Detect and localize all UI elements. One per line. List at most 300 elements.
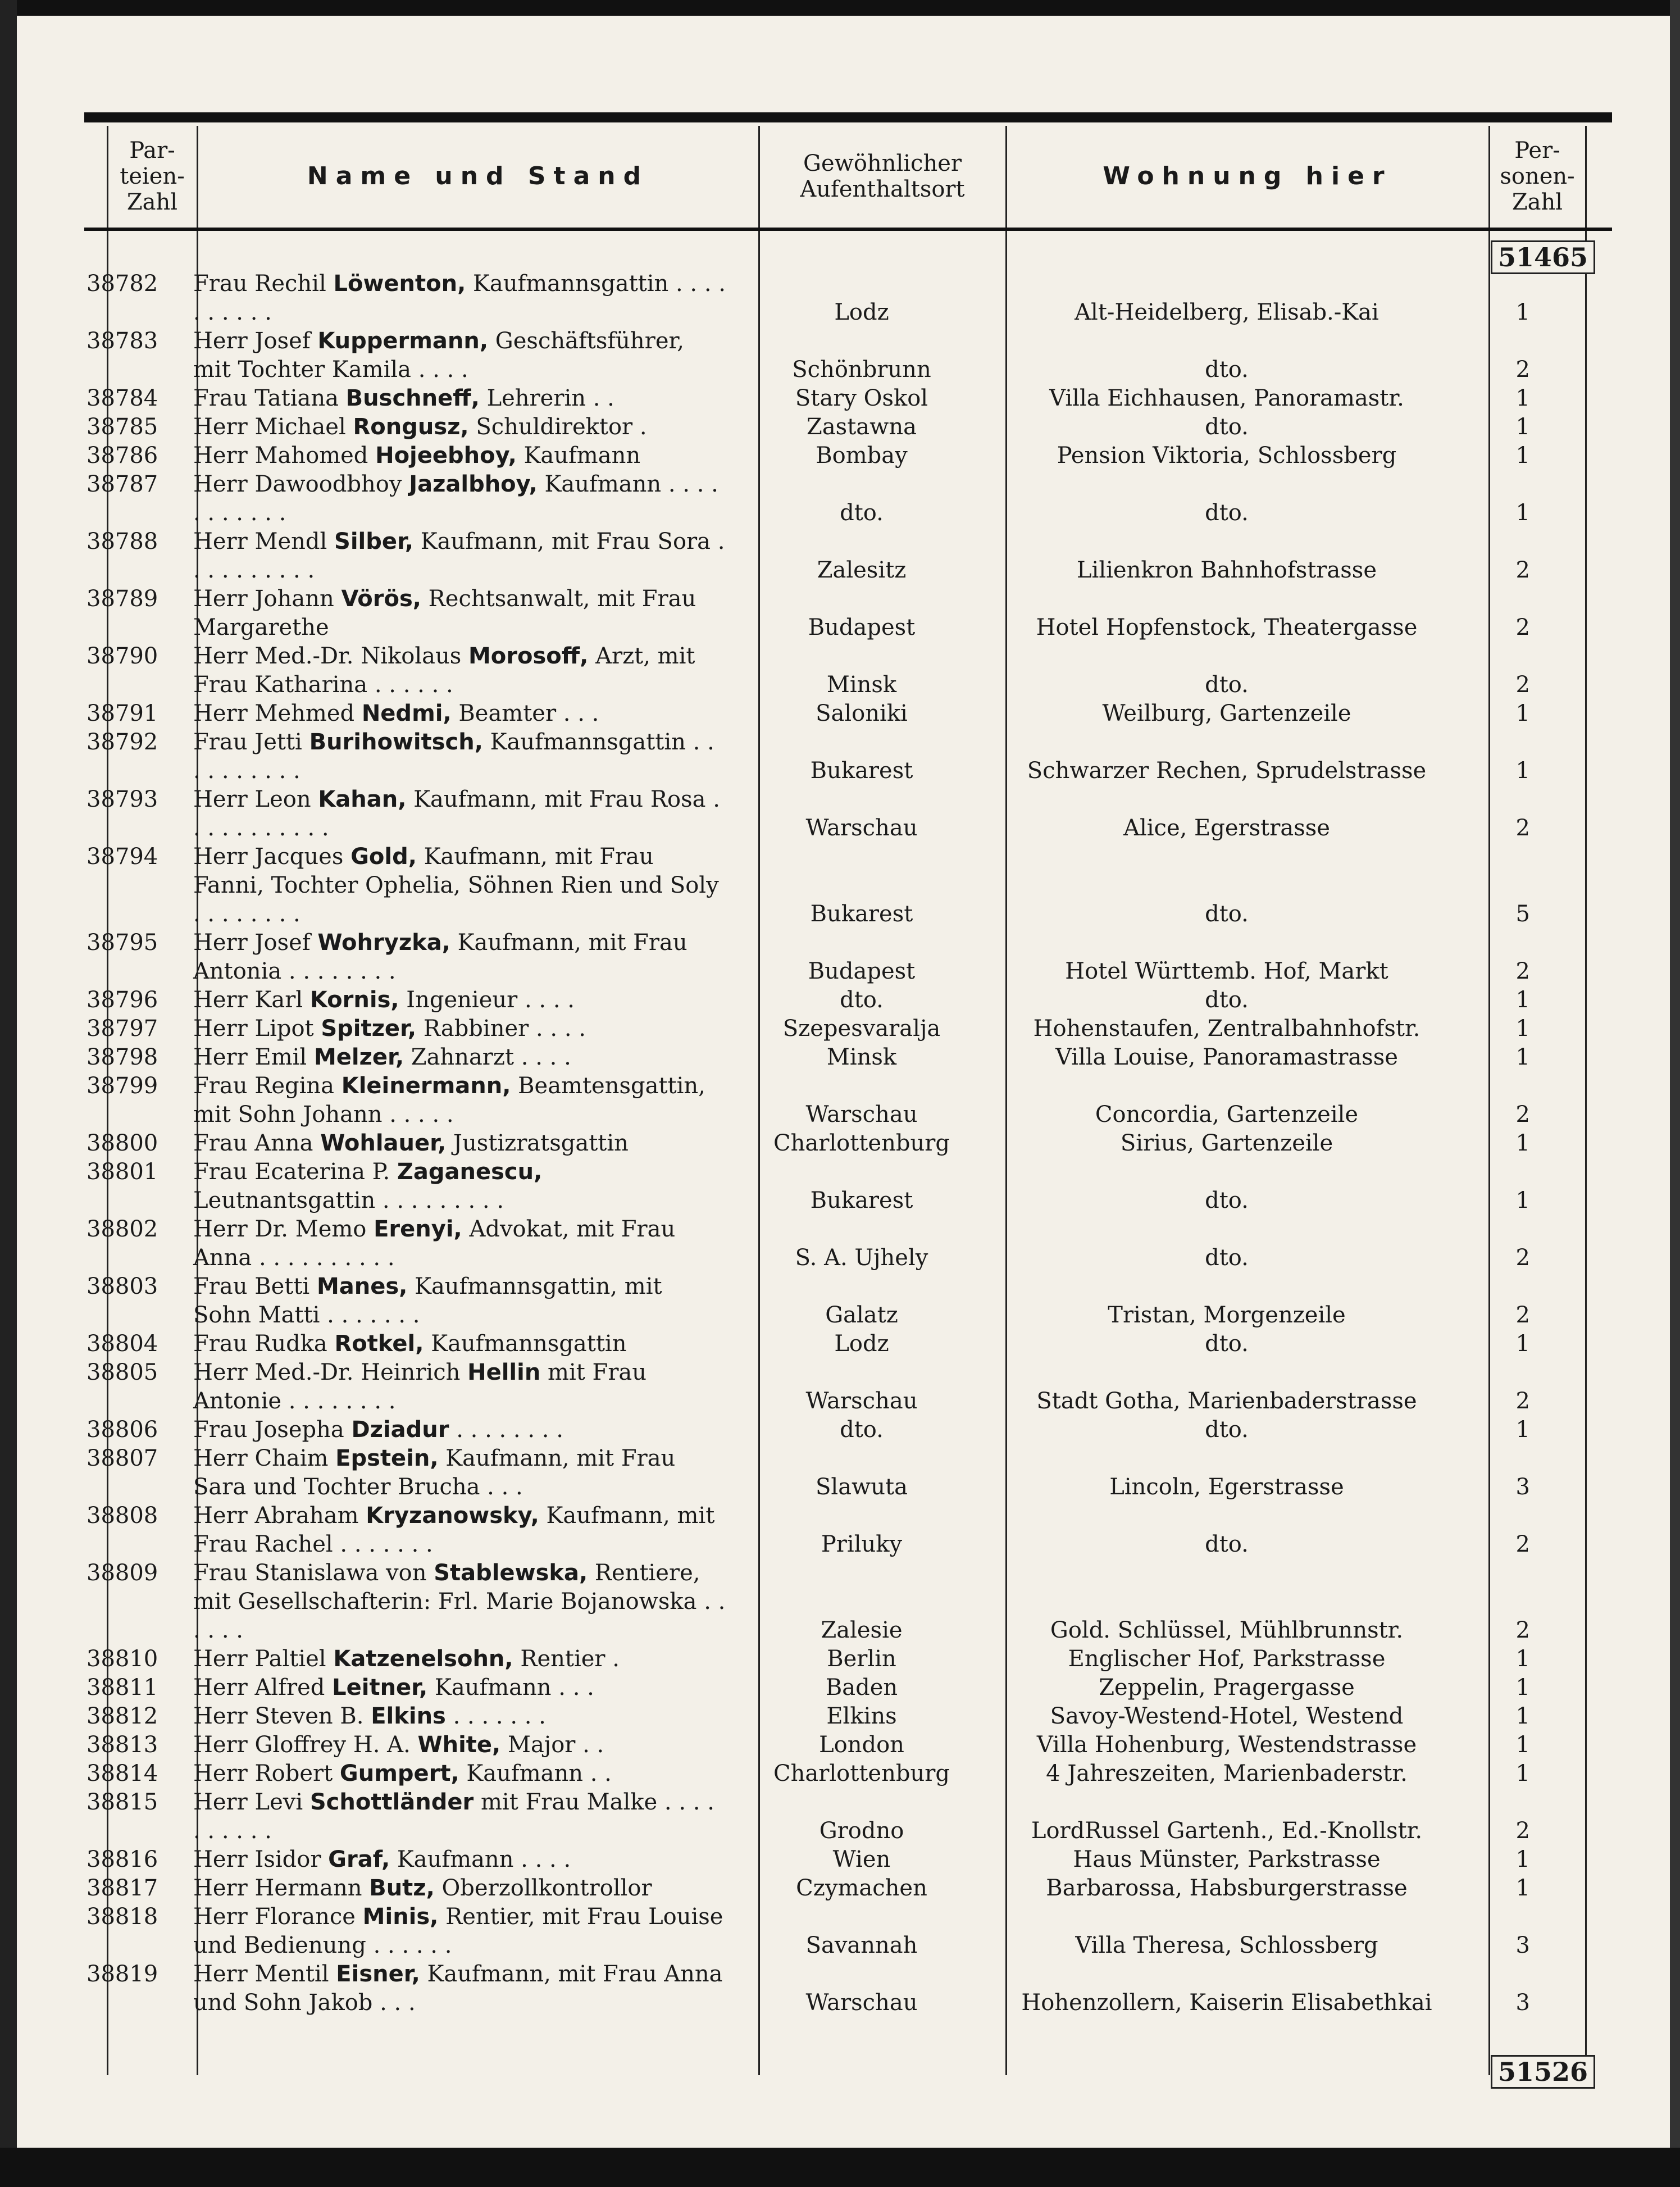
name-and-status <box>176 413 738 442</box>
name-and-status <box>176 1874 738 1903</box>
usual-residence: S. A. Ujhely <box>795 1245 928 1271</box>
name-and-status <box>176 1129 738 1158</box>
name-prefix: Herr Chaim <box>193 1445 329 1471</box>
persons-count: 1 <box>1515 1675 1530 1701</box>
residence-here: dto. <box>1205 1417 1249 1443</box>
persons-count: 2 <box>1515 615 1530 640</box>
residence-here: Englischer Hof, Parkstrasse <box>1068 1646 1386 1672</box>
surname: Dziadur <box>351 1417 449 1443</box>
name-suffix: Arzt, mit Frau Katharina . . . . . . <box>193 643 695 698</box>
persons-count: 1 <box>1515 1703 1530 1729</box>
residence-here: dto. <box>1205 357 1249 383</box>
name-suffix: Rentier, mit Frau Louise und Bedienung . . . . . . <box>193 1904 723 1958</box>
table-row <box>84 1731 1612 1759</box>
party-number: 38784 <box>86 385 158 411</box>
name-prefix: Frau Stanislawa von <box>193 1560 427 1586</box>
residence-here: dto. <box>1205 500 1249 526</box>
name-suffix: Justizratsgattin <box>453 1130 629 1156</box>
name-and-status <box>176 986 738 1015</box>
name-prefix: Herr Josef <box>193 328 311 354</box>
header-name-status: Name und Stand <box>307 162 649 190</box>
table-row <box>84 1759 1612 1788</box>
usual-residence: Zalesitz <box>817 557 907 583</box>
name-prefix: Herr Mahomed <box>193 443 368 469</box>
table-row <box>84 642 1612 699</box>
residence-here: Tristan, Morgenzeile <box>1108 1302 1346 1328</box>
usual-residence: Elkins <box>826 1703 897 1729</box>
name-and-status <box>176 728 738 785</box>
persons-count: 5 <box>1515 901 1530 927</box>
party-number: 38809 <box>86 1560 158 1586</box>
party-number: 38782 <box>86 271 158 297</box>
party-number: 38816 <box>86 1847 158 1872</box>
surname: Kuppermann, <box>317 328 489 354</box>
usual-residence: dto. <box>840 1417 884 1443</box>
residence-here: dto. <box>1205 1531 1249 1557</box>
name-suffix: Kaufmann . . . . <box>397 1847 571 1872</box>
surname: Kryzanowsky, <box>366 1503 539 1529</box>
party-number: 38808 <box>86 1503 158 1529</box>
name-and-status <box>176 1845 738 1874</box>
residence-here: Haus Münster, Parkstrasse <box>1073 1847 1381 1872</box>
usual-residence: Budapest <box>808 615 916 640</box>
name-and-status <box>176 1674 738 1702</box>
surname: Katzenelsohn, <box>333 1646 513 1672</box>
usual-residence: Baden <box>825 1675 898 1701</box>
usual-residence: Szepesvaralja <box>782 1016 941 1042</box>
surname: Zaganescu, <box>397 1159 543 1185</box>
residence-here: Lilienkron Bahnhofstrasse <box>1076 557 1377 583</box>
name-suffix: Lehrerin . . <box>486 385 614 411</box>
party-number: 38805 <box>86 1360 158 1385</box>
name-prefix: Herr Mehmed <box>193 701 355 726</box>
persons-count: 2 <box>1515 357 1530 383</box>
residence-here: Savoy-Westend-Hotel, Westend <box>1050 1703 1404 1729</box>
name-prefix: Herr Mentil <box>193 1961 329 1987</box>
name-prefix: Herr Alfred <box>193 1675 325 1701</box>
party-number: 38815 <box>86 1789 158 1815</box>
persons-count: 1 <box>1515 500 1530 526</box>
usual-residence: Stary Oskol <box>795 385 928 411</box>
residence-here: 4 Jahreszeiten, Marienbaderstr. <box>1046 1761 1408 1786</box>
party-number: 38785 <box>86 414 158 440</box>
usual-residence: Bukarest <box>810 901 913 927</box>
name-suffix: Oberzollkontrollor <box>441 1875 652 1901</box>
name-prefix: Frau Josepha <box>193 1417 344 1443</box>
residence-here: Alt-Heidelberg, Elisab.-Kai <box>1075 299 1379 325</box>
name-and-status <box>176 1416 738 1444</box>
party-number: 38810 <box>86 1646 158 1672</box>
table-row <box>84 442 1612 470</box>
residence-here: Stadt Gotha, Marienbaderstrasse <box>1036 1388 1417 1414</box>
name-prefix: Herr Robert <box>193 1761 333 1786</box>
residence-here: Lincoln, Egerstrasse <box>1109 1474 1344 1500</box>
party-number: 38795 <box>86 930 158 956</box>
name-suffix: Beamtensgattin, mit Sohn Johann . . . . . <box>193 1073 705 1127</box>
table-row <box>84 270 1612 327</box>
header-party-number: Par- teien- Zahl <box>120 137 185 215</box>
residence-here: Hotel Hopfenstock, Theatergasse <box>1036 615 1418 640</box>
usual-residence: Slawuta <box>816 1474 908 1500</box>
persons-count: 1 <box>1515 1044 1530 1070</box>
party-number: 38788 <box>86 529 158 554</box>
name-and-status <box>176 1072 738 1129</box>
usual-residence: Warschau <box>805 1990 918 2016</box>
name-prefix: Herr Florance <box>193 1904 356 1930</box>
usual-residence: Lodz <box>834 299 889 325</box>
name-prefix: Herr Lipot <box>193 1016 314 1042</box>
name-prefix: Herr Levi <box>193 1789 303 1815</box>
surname: Epstein, <box>335 1445 439 1471</box>
name-prefix: Herr Mendl <box>193 529 327 554</box>
name-prefix: Frau Ecaterina P. <box>193 1159 390 1185</box>
persons-count: 2 <box>1515 1818 1530 1844</box>
party-number: 38791 <box>86 701 158 726</box>
residence-here: Weilburg, Gartenzeile <box>1102 701 1351 726</box>
residence-here: Sirius, Gartenzeile <box>1120 1130 1333 1156</box>
table-row <box>84 1702 1612 1731</box>
table-row <box>84 1874 1612 1903</box>
party-number: 38796 <box>86 987 158 1013</box>
table-row <box>84 1072 1612 1129</box>
surname: Wohlauer, <box>320 1130 447 1156</box>
party-number: 38797 <box>86 1016 158 1042</box>
name-suffix: Kaufmann, mit Frau Anna und Sohn Jakob . . . <box>193 1961 723 2016</box>
page-total: 51526 <box>1491 2055 1595 2089</box>
name-prefix: Herr Leon <box>193 786 311 812</box>
residence-here: Hotel Württemb. Hof, Markt <box>1065 958 1388 984</box>
name-and-status <box>176 1559 738 1645</box>
residence-here: dto. <box>1205 1245 1249 1271</box>
name-suffix: Rentier . <box>520 1646 620 1672</box>
name-and-status <box>176 1960 738 2017</box>
name-prefix: Herr Gloffrey H. A. <box>193 1732 411 1758</box>
usual-residence: Warschau <box>805 1388 918 1414</box>
name-prefix: Herr Karl <box>193 987 303 1013</box>
guest-list-page <box>84 112 1612 2090</box>
residence-here: Hohenzollern, Kaiserin Elisabethkai <box>1021 1990 1432 2016</box>
residence-here: dto. <box>1205 1331 1249 1357</box>
persons-count: 2 <box>1515 1388 1530 1414</box>
surname: Hojeebhoy, <box>375 443 517 469</box>
name-and-status <box>176 327 738 384</box>
name-prefix: Frau Jetti <box>193 729 302 755</box>
persons-count: 1 <box>1515 1761 1530 1786</box>
table-row <box>84 1015 1612 1043</box>
table-row <box>84 470 1612 528</box>
usual-residence: Zastawna <box>807 414 917 440</box>
party-number: 38818 <box>86 1904 158 1930</box>
surname: Eisner, <box>336 1961 420 1987</box>
persons-count: 1 <box>1515 1875 1530 1901</box>
name-prefix: Herr Hermann <box>193 1875 362 1901</box>
header-usual-residence: Gewöhnlicher Aufenthaltsort <box>800 150 965 202</box>
surname: White, <box>417 1732 501 1758</box>
name-and-status <box>176 528 738 585</box>
usual-residence: Charlottenburg <box>773 1761 950 1786</box>
name-suffix: Ingenieur . . . . <box>406 987 575 1013</box>
party-number: 38793 <box>86 786 158 812</box>
table-row <box>84 1272 1612 1330</box>
name-and-status <box>176 470 738 528</box>
party-number: 38798 <box>86 1044 158 1070</box>
name-and-status <box>176 270 738 327</box>
name-suffix: Kaufmannsgattin . . . . . . . . . . <box>193 271 726 325</box>
table-row <box>84 1444 1612 1502</box>
surname: Schottländer <box>309 1789 474 1815</box>
surname: Kahan, <box>318 786 407 812</box>
table-row <box>84 384 1612 413</box>
table-row <box>84 1903 1612 1960</box>
usual-residence: Schönbrunn <box>792 357 931 383</box>
surname: Wohryzka, <box>317 930 450 956</box>
usual-residence: dto. <box>840 500 884 526</box>
usual-residence: dto. <box>840 987 884 1013</box>
surname: Melzer, <box>313 1044 404 1070</box>
name-suffix: Schuldirektor . <box>476 414 647 440</box>
name-suffix: Major . . <box>507 1732 604 1758</box>
name-suffix: Kaufmann, mit Frau Sora . . . . . . . . . . <box>193 529 725 583</box>
name-and-status <box>176 1502 738 1559</box>
scan-border-bottom <box>0 2148 1680 2187</box>
persons-count: 1 <box>1515 1646 1530 1672</box>
surname: Spitzer, <box>321 1016 417 1042</box>
table-row <box>84 785 1612 843</box>
header-rule <box>84 228 1612 231</box>
residence-here: dto. <box>1205 672 1249 698</box>
persons-count: 1 <box>1515 1188 1530 1213</box>
party-number: 38801 <box>86 1159 158 1185</box>
table-row <box>84 986 1612 1015</box>
name-and-status <box>176 1015 738 1043</box>
persons-count: 2 <box>1515 1617 1530 1643</box>
residence-here: Schwarzer Rechen, Sprudelstrasse <box>1027 758 1427 784</box>
name-prefix: Herr Paltiel <box>193 1646 326 1672</box>
name-suffix: Kaufmannsgattin, mit Sohn Matti . . . . . . . <box>193 1274 662 1328</box>
table-row <box>84 1416 1612 1444</box>
name-prefix: Herr Dawoodbhoy <box>193 471 402 497</box>
usual-residence: Galatz <box>825 1302 898 1328</box>
scan-border-left <box>0 0 17 2187</box>
residence-here: Alice, Egerstrasse <box>1123 815 1330 841</box>
name-prefix: Herr Josef <box>193 930 311 956</box>
name-suffix: Kaufmannsgattin . . . . . . . . . . <box>193 729 714 784</box>
usual-residence: Charlottenburg <box>773 1130 950 1156</box>
usual-residence: Warschau <box>805 815 918 841</box>
residence-here: LordRussel Gartenh., Ed.-Knollstr. <box>1031 1818 1423 1844</box>
persons-count: 2 <box>1515 1245 1530 1271</box>
party-number: 38799 <box>86 1073 158 1099</box>
name-and-status <box>176 1731 738 1759</box>
residence-here: dto. <box>1205 901 1249 927</box>
name-prefix: Frau Anna <box>193 1130 313 1156</box>
name-suffix: Kaufmann <box>523 443 641 469</box>
persons-count: 1 <box>1515 987 1530 1013</box>
surname: Erenyi, <box>374 1216 462 1242</box>
name-suffix: Rentiere, mit Gesellschafterin: Frl. Marie Bojanowska . . . . . . <box>193 1560 726 1643</box>
residence-here: Pension Viktoria, Schlossberg <box>1057 443 1397 469</box>
usual-residence: Bukarest <box>810 758 913 784</box>
carried-over-total: 51465 <box>1491 240 1595 274</box>
table-row <box>84 413 1612 442</box>
name-suffix: mit Frau Antonie . . . . . . . . <box>193 1360 647 1414</box>
name-prefix: Herr Dr. Memo <box>193 1216 367 1242</box>
name-and-status <box>176 1358 738 1416</box>
party-number: 38794 <box>86 844 158 870</box>
name-suffix: . . . . . . . . <box>456 1417 563 1443</box>
name-and-status <box>176 1330 738 1358</box>
scan-border-right <box>1670 0 1680 2187</box>
table-row <box>84 1674 1612 1702</box>
persons-count: 3 <box>1515 1990 1530 2016</box>
table-row <box>84 843 1612 929</box>
residence-here: Villa Theresa, Schlossberg <box>1075 1933 1378 1958</box>
usual-residence: Lodz <box>834 1331 889 1357</box>
surname: Nedmi, <box>361 701 452 726</box>
surname: Burihowitsch, <box>309 729 483 755</box>
name-and-status <box>176 1645 738 1674</box>
persons-count: 1 <box>1515 701 1530 726</box>
scan-border-top <box>0 0 1680 16</box>
usual-residence: Zalesie <box>821 1617 903 1643</box>
name-and-status <box>176 1272 738 1330</box>
party-number: 38814 <box>86 1761 158 1786</box>
residence-here: dto. <box>1205 1188 1249 1213</box>
name-suffix: Advokat, mit Frau Anna . . . . . . . . . . <box>193 1216 676 1271</box>
name-suffix: Kaufmann, mit Frau Rosa . . . . . . . . . . . <box>193 786 720 841</box>
usual-residence: Wien <box>832 1847 891 1872</box>
name-and-status <box>176 585 738 642</box>
party-number: 38812 <box>86 1703 158 1729</box>
name-suffix: Kaufmann, mit Frau Fanni, Tochter Ophelia, Söhnen Rien und Soly . . . . . . . . <box>193 844 719 927</box>
persons-count: 1 <box>1515 1732 1530 1758</box>
usual-residence: Minsk <box>826 672 897 698</box>
name-suffix: Kaufmann . . . . . . . . . . . <box>193 471 718 526</box>
party-number: 38790 <box>86 643 158 669</box>
name-suffix: mit Frau Malke . . . . . . . . . . <box>193 1789 714 1844</box>
usual-residence: Bombay <box>816 443 908 469</box>
name-prefix: Herr Abraham <box>193 1503 359 1529</box>
table-row <box>84 1502 1612 1559</box>
persons-count: 2 <box>1515 958 1530 984</box>
table-row <box>84 1960 1612 2017</box>
name-and-status <box>176 1158 738 1215</box>
surname: Butz, <box>369 1875 435 1901</box>
persons-count: 3 <box>1515 1933 1530 1958</box>
name-suffix: Kaufmann, mit Frau Rachel . . . . . . . <box>193 1503 715 1557</box>
name-and-status <box>176 642 738 699</box>
surname: Hellin <box>467 1360 541 1385</box>
table-row <box>84 1845 1612 1874</box>
persons-count: 2 <box>1515 1102 1530 1127</box>
persons-count: 1 <box>1515 414 1530 440</box>
name-and-status <box>176 1043 738 1072</box>
party-number: 38800 <box>86 1130 158 1156</box>
persons-count: 3 <box>1515 1474 1530 1500</box>
surname: Kornis, <box>309 987 399 1013</box>
surname: Vörös, <box>341 586 421 612</box>
surname: Manes, <box>316 1274 408 1299</box>
name-prefix: Herr Johann <box>193 586 334 612</box>
name-and-status <box>176 1759 738 1788</box>
surname: Elkins <box>371 1703 446 1729</box>
party-number: 38817 <box>86 1875 158 1901</box>
name-suffix: Zahnarzt . . . . <box>411 1044 571 1070</box>
table-row <box>84 1788 1612 1845</box>
name-suffix: Rabbiner . . . . <box>423 1016 586 1042</box>
usual-residence: Berlin <box>827 1646 896 1672</box>
name-and-status <box>176 843 738 929</box>
usual-residence: Saloniki <box>816 701 908 726</box>
name-and-status <box>176 1215 738 1272</box>
residence-here: Villa Louise, Panoramastrasse <box>1055 1044 1398 1070</box>
usual-residence: Warschau <box>805 1102 918 1127</box>
name-suffix: Kaufmann, mit Frau Sara und Tochter Brucha . . . <box>193 1445 676 1500</box>
name-prefix: Frau Regina <box>193 1073 334 1099</box>
persons-count: 2 <box>1515 815 1530 841</box>
table-row <box>84 1129 1612 1158</box>
party-number: 38792 <box>86 729 158 755</box>
name-prefix: Herr Steven B. <box>193 1703 364 1729</box>
name-suffix: Kaufmann, mit Frau Antonia . . . . . . . . <box>193 930 688 984</box>
surname: Gumpert, <box>339 1761 459 1786</box>
name-prefix: Herr Emil <box>193 1044 307 1070</box>
name-suffix: Kaufmann . . . <box>434 1675 594 1701</box>
name-prefix: Herr Med.-Dr. Heinrich <box>193 1360 461 1385</box>
table-row <box>84 585 1612 642</box>
residence-here: dto. <box>1205 414 1249 440</box>
persons-count: 2 <box>1515 672 1530 698</box>
surname: Morosoff, <box>468 643 589 669</box>
table-row <box>84 1158 1612 1215</box>
surname: Leitner, <box>332 1675 428 1701</box>
party-number: 38786 <box>86 443 158 469</box>
surname: Minis, <box>362 1904 439 1930</box>
table-row <box>84 699 1612 728</box>
name-and-status <box>176 384 738 413</box>
usual-residence: Priluky <box>821 1531 903 1557</box>
persons-count: 1 <box>1515 1417 1530 1443</box>
surname: Silber, <box>334 529 414 554</box>
residence-here: Villa Hohenburg, Westendstrasse <box>1036 1732 1417 1758</box>
party-number: 38787 <box>86 471 158 497</box>
name-and-status <box>176 1702 738 1731</box>
party-number: 38813 <box>86 1732 158 1758</box>
name-suffix: Beamter . . . <box>458 701 599 726</box>
surname: Graf, <box>328 1847 390 1872</box>
persons-count: 1 <box>1515 1016 1530 1042</box>
table-row <box>84 327 1612 384</box>
surname: Gold, <box>350 844 417 870</box>
name-suffix: Rechtsanwalt, mit Frau Margarethe <box>193 586 696 640</box>
name-prefix: Herr Med.-Dr. Nikolaus <box>193 643 462 669</box>
name-and-status <box>176 442 738 470</box>
persons-count: 1 <box>1515 758 1530 784</box>
party-number: 38804 <box>86 1331 158 1357</box>
persons-count: 2 <box>1515 1531 1530 1557</box>
name-prefix: Frau Tatiana <box>193 385 339 411</box>
usual-residence: Czymachen <box>796 1875 927 1901</box>
party-number: 38783 <box>86 328 158 354</box>
surname: Kleinermann, <box>341 1073 511 1099</box>
name-prefix: Herr Jacques <box>193 844 344 870</box>
name-suffix: . . . . . . . <box>453 1703 546 1729</box>
table-row <box>84 929 1612 986</box>
party-number: 38802 <box>86 1216 158 1242</box>
surname: Buschneff, <box>345 385 480 411</box>
usual-residence: Savannah <box>805 1933 918 1958</box>
table-row <box>84 528 1612 585</box>
